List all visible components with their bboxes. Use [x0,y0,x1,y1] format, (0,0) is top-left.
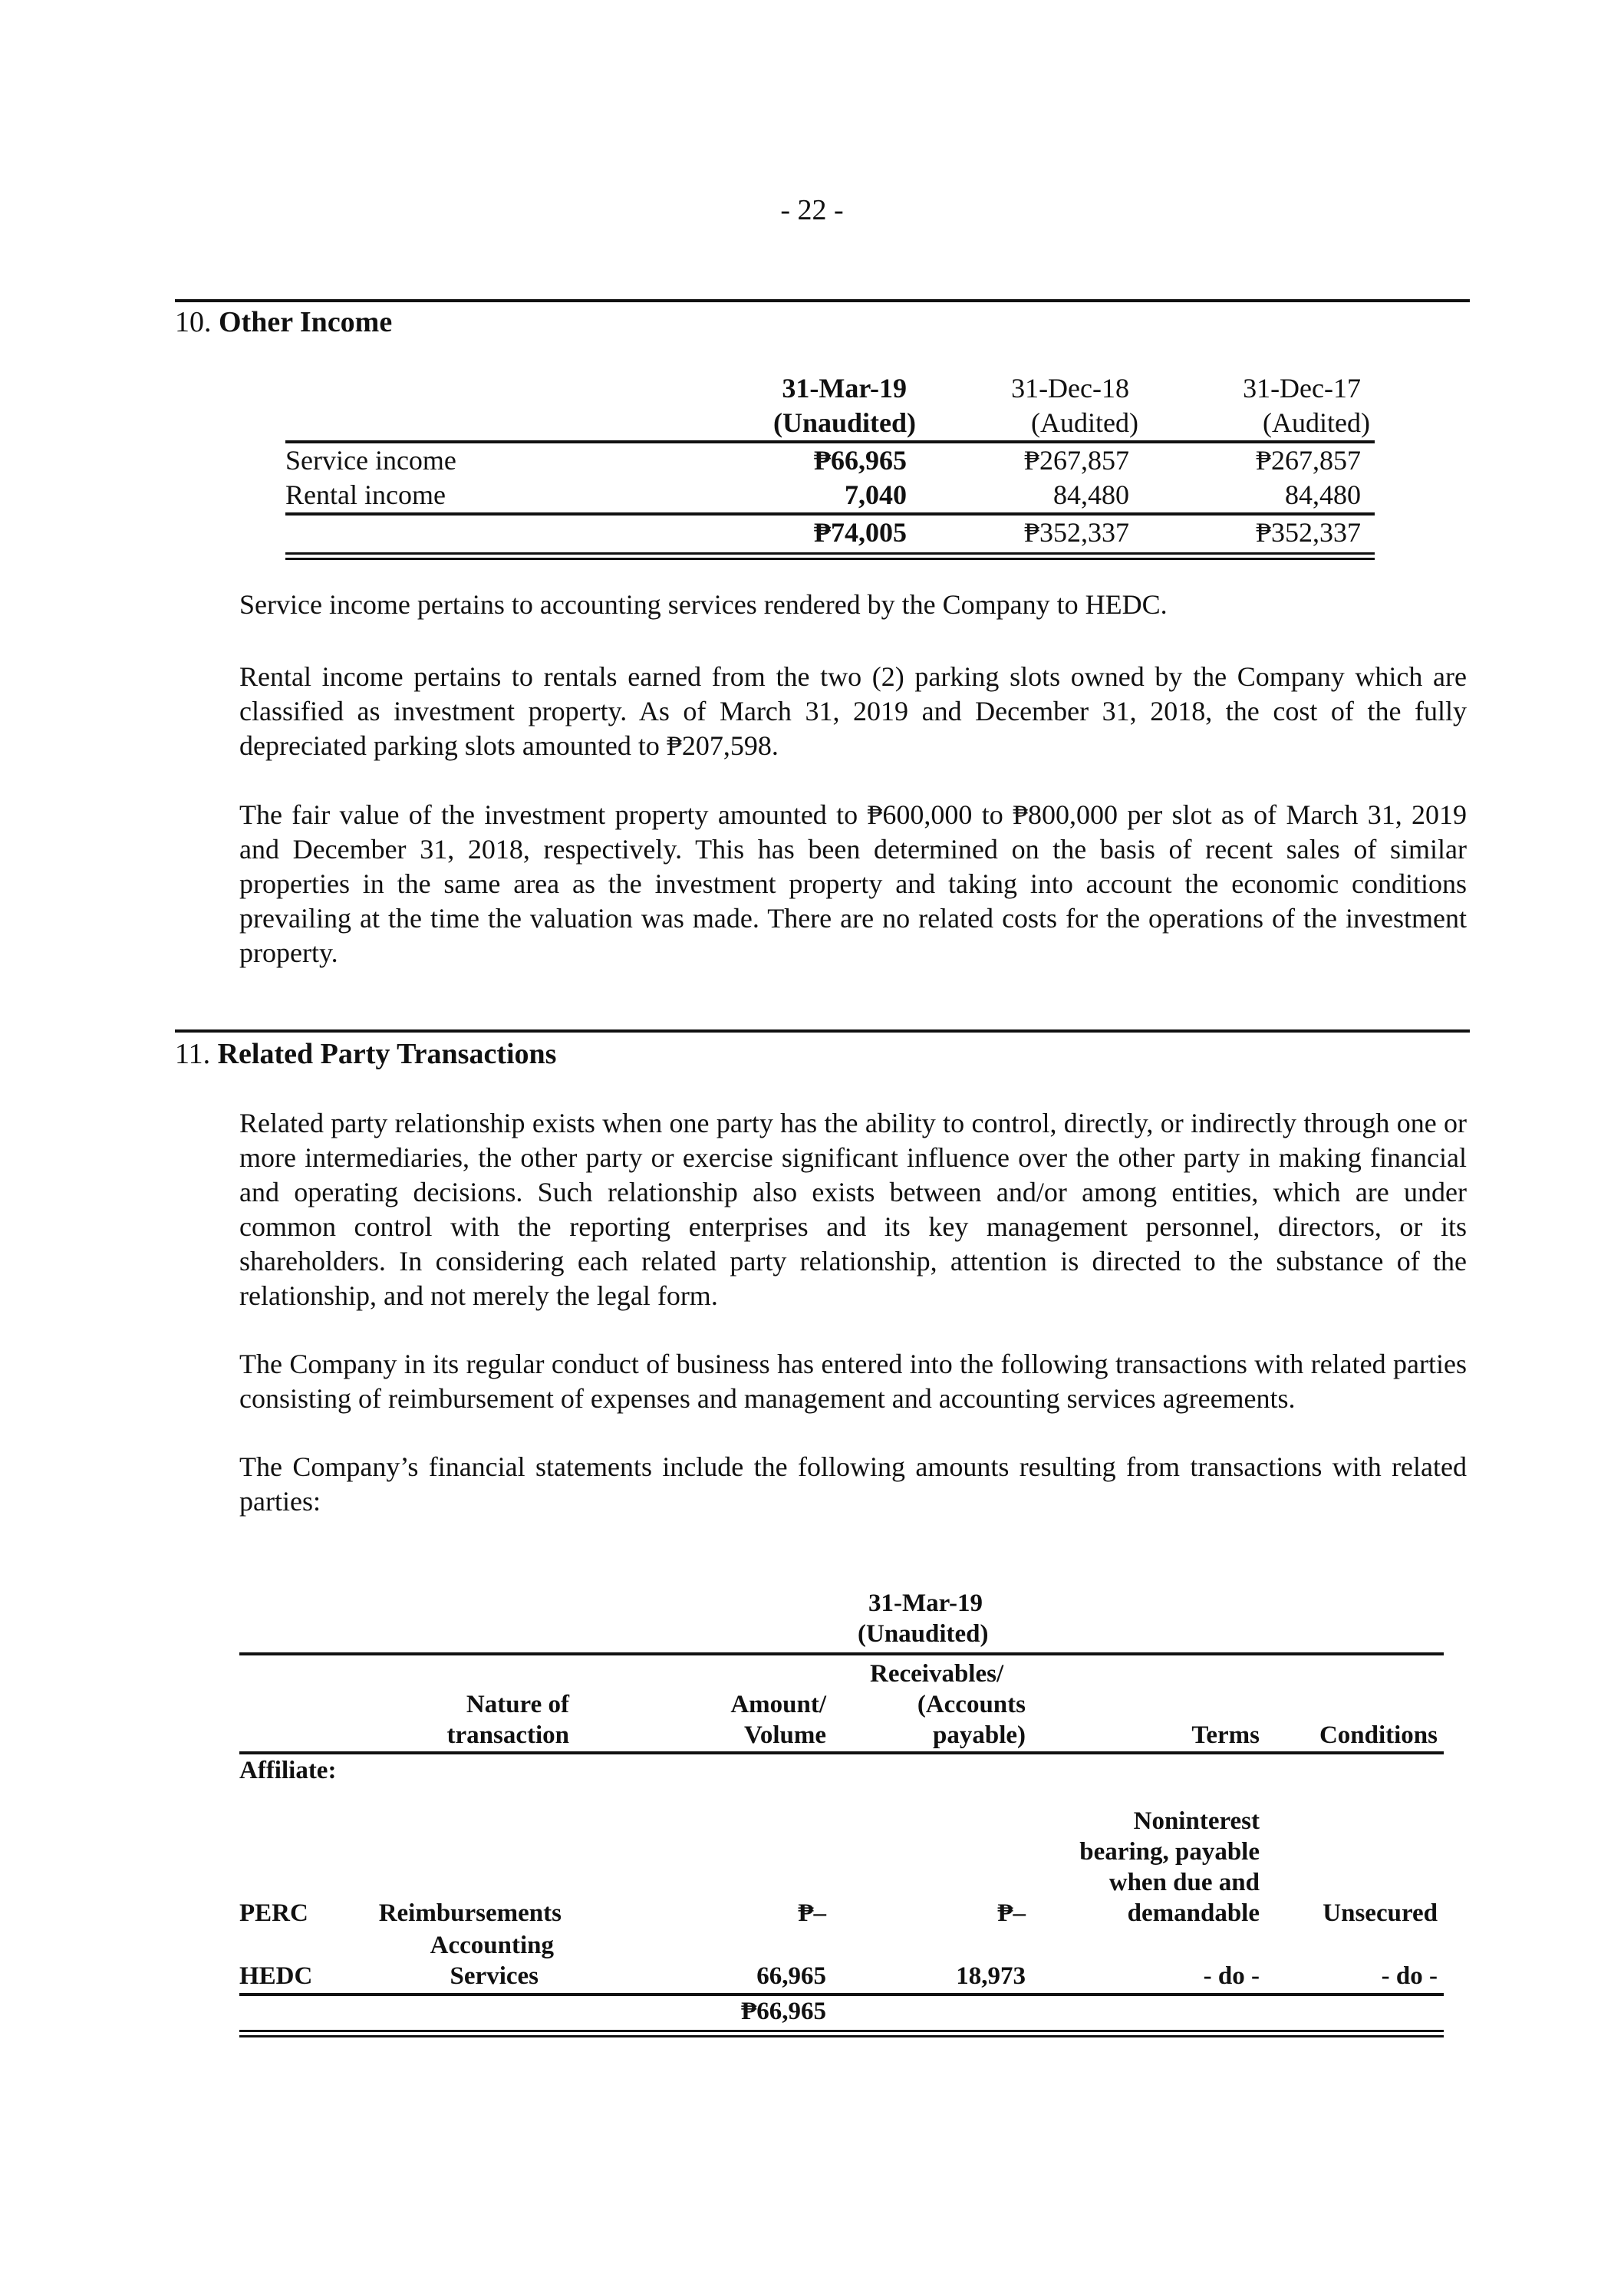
group-label: Affiliate: [239,1757,337,1784]
page-number: - 22 - [780,194,844,226]
section-divider [175,299,1470,302]
double-rule-top [285,552,1375,555]
party-name: PERC [239,1899,308,1927]
section-11-heading [175,1037,556,1071]
col-header-receivables: Receivables/ [870,1660,1004,1688]
table-row [285,478,1375,512]
section-title: Other Income [219,306,393,338]
double-rule-bottom [239,2035,1444,2037]
row-label: Rental income [285,479,446,510]
subtotal-rule [239,1993,1444,1996]
col-header-receivables: (Accounts [917,1691,1026,1718]
section-number: 10. [175,306,212,338]
cell-value: 7,040 [845,479,907,510]
col-header-terms: Terms [1191,1721,1260,1749]
col-header-nature: transaction [446,1721,569,1749]
conditions-value: - do - [1381,1962,1438,1990]
total-row [285,516,1375,550]
cell-value: 84,480 [1053,479,1129,510]
receivables-value: 18,973 [956,1962,1026,1990]
period-header: 31-Mar-19 [868,1589,983,1617]
col-header-date: 31-Dec-18 [1011,373,1129,404]
col-header-amount: Amount/ [730,1691,826,1718]
receivables-value: ₱– [997,1899,1026,1927]
section-title: Related Party Transactions [217,1038,557,1070]
other-income-table [285,371,1375,550]
paragraph: The Company in its regular conduct of business has entered into the following transactions with related parties consisting of reimbursement of expenses and management and accounting services agreements. [239,1349,1467,1414]
section-10-heading [175,305,392,339]
col-header-status: (Audited) [1031,407,1138,438]
col-header-status: (Unaudited) [772,407,916,438]
paragraph: The fair value of the investment property amounted to ₱600,000 to ₱800,000 per slot as of March 31, 2019 and December 31, 2018, respectively. This has been determined on the basis of recent sales of similar properties in the same area as the investment property and taking into account the economic conditions prevailing at the time the valuation was made. There are no related costs for the operations of the investment property. [239,799,1467,968]
col-header-date: 31-Dec-17 [1243,373,1361,404]
conditions-value: Unsecured [1323,1899,1438,1927]
cell-value: 84,480 [1285,479,1361,510]
terms-line: bearing, payable [1079,1838,1260,1866]
col-header-date: 31-Mar-19 [782,373,907,404]
paragraph: Related party relationship exists when one party has the ability to control, directly, or indirectly through one or more intermediaries, the other party or exercise significant influence over the other party in making financial and operating decisions. Such relationship also exists between and/or among entities, which are under common control with the reporting enterprises and its key management personnel, directors, or its shareholders. In considering each related party relationship, attention is directed to the substance of the relationship, and not merely the legal form. [239,1108,1467,1311]
paragraph: Service income pertains to accounting services rendered by the Company to HEDC. [239,589,1168,620]
col-header-receivables: payable) [932,1721,1026,1749]
terms-line: demandable [1127,1899,1260,1927]
table-row [285,443,1375,478]
header-row-dates [285,371,1375,406]
col-header-status: (Audited) [1263,407,1370,438]
double-rule-top [239,2030,1444,2032]
header-top-rule [239,1652,1444,1655]
party-name: HEDC [239,1962,313,1990]
double-rule-bottom [285,558,1375,560]
cell-value: ₱267,857 [1255,445,1361,476]
header-bottom-rule [239,1751,1444,1754]
nature-of-transaction: Accounting [430,1932,554,1959]
total-value: ₱74,005 [814,517,907,548]
terms-value: - do - [1203,1962,1260,1990]
terms-line: when due and [1108,1869,1260,1896]
col-header-conditions: Conditions [1319,1721,1438,1749]
header-row-status [285,406,1375,440]
terms-line: Noninterest [1133,1807,1260,1835]
period-status: (Unaudited) [858,1620,989,1648]
row-label: Service income [285,445,456,476]
section-divider [175,1029,1470,1033]
paragraph: Rental income pertains to rentals earned from the two (2) parking slots owned by the Company which are classified as investment property. As of March 31, 2019 and December 31, 2018, the cost of the fully depreciated parking slots amounted to ₱207,598. [239,661,1467,761]
amount-value: ₱– [798,1899,826,1927]
nature-of-transaction: Services [450,1962,539,1990]
paragraph: The Company’s financial statements include the following amounts resulting from transactions with related parties: [239,1451,1467,1517]
cell-value: ₱267,857 [1023,445,1129,476]
section-number: 11. [175,1038,211,1070]
total-value: ₱352,337 [1023,517,1129,548]
nature-of-transaction: Reimbursements [378,1899,562,1927]
col-header-nature: Nature of [466,1691,569,1718]
cell-value: ₱66,965 [814,445,907,476]
amount-value: 66,965 [756,1962,826,1990]
total-value: ₱352,337 [1255,517,1361,548]
col-header-amount: Volume [744,1721,826,1749]
total-amount: ₱66,965 [741,1998,826,2025]
